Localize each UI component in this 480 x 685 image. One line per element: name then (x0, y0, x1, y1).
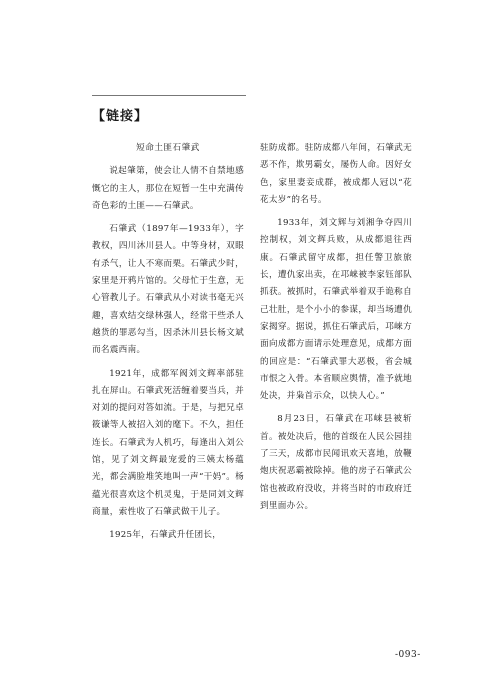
paragraph: 1925年，石肇武升任团长， (109, 530, 222, 541)
header-rule (92, 95, 246, 96)
left-column (92, 140, 244, 551)
paragraph: 1921年，成都军阀刘文辉率部驻扎在屏山。石肇武死活缠着要当兵，并对刘的提问对答如流。于是，与把兄卓筱谦等人被招入刘的麾下。不久，担任连长。石肇武为人机巧，每逢出入刘公馆，见了刘文辉最宠爱的三姨太杨蕴光，都会满脸堆笑地叫一声“干妈”。杨蕴光很喜欢这个机灵鬼，于是同刘文辉商量，索性收了石肇武做干儿子。 (92, 368, 244, 517)
article-title: 短命土匪石肇武 (136, 143, 200, 153)
paragraph: 8月23日，石肇武在邛崃县被斩首。被处决后，他的首级在人民公园挂了三天，成都市民闻讯欢天喜地，放鞭炮庆祝恶霸被除掉。他的房子石肇武公馆也被政府没收，并将当时的市政府迁到里面办公。 (260, 414, 412, 511)
paragraph: 说起肇第，使会让人情不自禁地感慨它的主人，那位在短暂一生中充满传奇色彩的土匪——石肇武。 (92, 166, 244, 211)
paragraph: 1933年，刘文辉与刘湘争夺四川控制权，刘文辉兵败，从成都退往西康。石肇武留守成都，担任警卫旅旅长，遭仇家出卖，在邛崃被李家钰部队抓获。被抓时，石肇武举着双手诡称自己壮肚，是个小小的参谋，却当场遭仇家揭穿。据说，抓住石肇武后，邛崃方面向成都方面请示处理意见，成都方面的回应是：“石肇武罪大恶极，省会城市恨之入骨。本省顺应舆情，准予就地处决，并枭首示众，以快人心。” (260, 218, 412, 402)
paragraph: 石肇武（1897年—1933年），字教权，四川沐川县人。中等身材，双眼有杀气，让人不寒而栗。石肇武少时，家里是开鸦片馆的。父母忙于生意，无心管教儿子。石肇武从小对读书毫无兴趣，喜欢结交绿林强人，经常干些杀人越货的罪恶勾当，因杀沐川县长杨文斌而名震西南。 (92, 224, 244, 356)
page-number: -093- (395, 650, 421, 660)
section-label: 【链接】 (92, 109, 149, 124)
right-column (260, 140, 412, 521)
paragraph: 驻防成都。驻防成都八年间，石肇武无恶不作，欺男霸女，屡伤人命。因好女色，家里妻妾成群，被成都人冠以“花花太岁”的名号。 (260, 143, 412, 205)
